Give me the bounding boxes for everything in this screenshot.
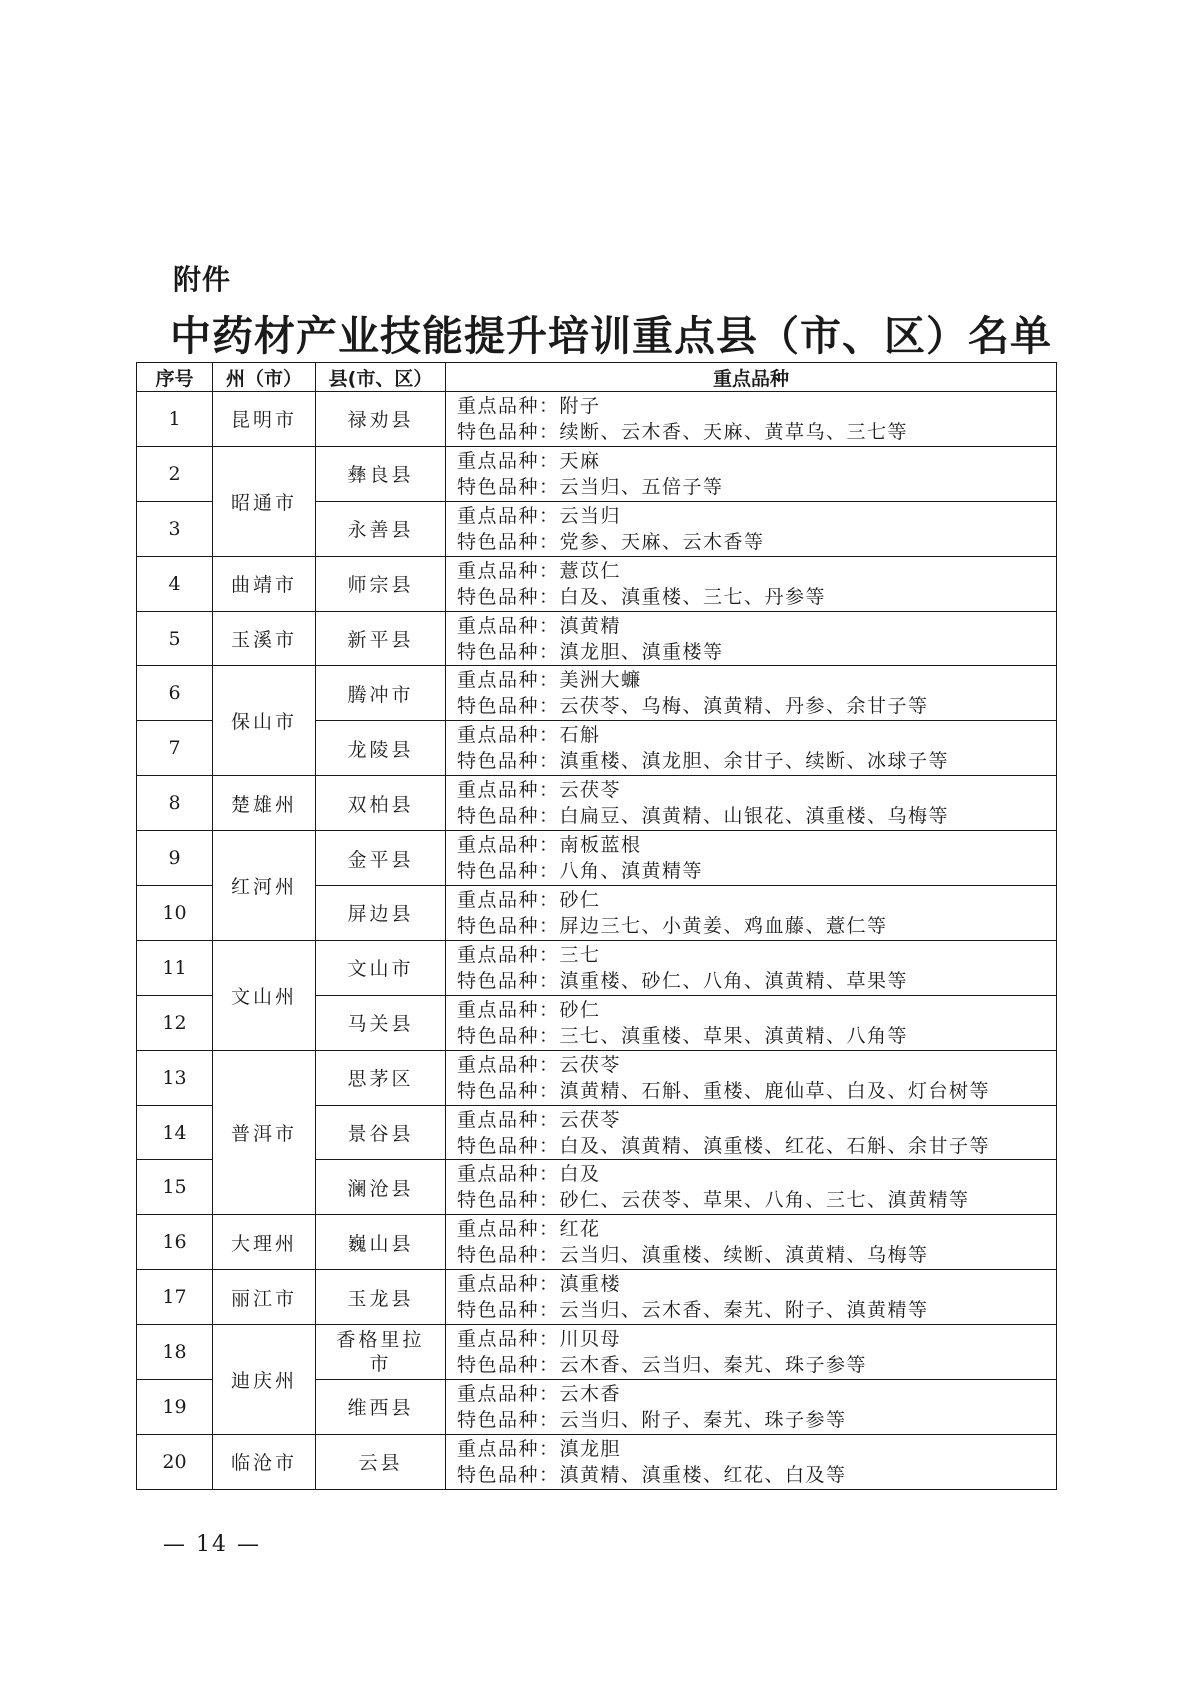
- key-variety: 重点品种：天麻: [457, 449, 601, 472]
- row-county: 金平县: [316, 831, 446, 886]
- row-seq: 4: [137, 556, 213, 611]
- row-county: 永善县: [316, 501, 446, 556]
- key-variety: 重点品种：薏苡仁: [457, 559, 622, 582]
- row-varieties: [446, 886, 1057, 941]
- featured-variety: 特色品种：滇龙胆、滇重楼等: [457, 640, 724, 663]
- key-variety: 重点品种：附子: [457, 394, 601, 417]
- row-county-label: 香格里拉市: [336, 1329, 425, 1376]
- row-seq: 3: [137, 501, 213, 556]
- key-variety: 重点品种：白及: [457, 1163, 601, 1186]
- featured-variety: 特色品种：云当归、五倍子等: [457, 475, 724, 498]
- row-varieties: [446, 392, 1057, 447]
- row-seq: 19: [137, 1380, 213, 1435]
- header-varieties: 重点品种: [446, 363, 1057, 392]
- row-seq: 13: [137, 1050, 213, 1105]
- row-varieties: [446, 1434, 1057, 1489]
- row-county: [316, 1325, 446, 1380]
- row-varieties: [446, 721, 1057, 776]
- attachment-label: 附件: [173, 263, 232, 296]
- key-variety: 重点品种：滇重楼: [457, 1273, 622, 1296]
- key-variety: 重点品种：云当归: [457, 504, 622, 527]
- row-prefecture: 文山州: [213, 940, 316, 1050]
- featured-variety: 特色品种：云当归、滇重楼、续断、滇黄精、乌梅等: [457, 1244, 929, 1267]
- row-seq: 6: [137, 666, 213, 721]
- row-county: 澜沧县: [316, 1160, 446, 1215]
- table-row: [137, 1215, 1057, 1270]
- featured-variety: 特色品种：砂仁、云茯苓、草果、八角、三七、滇黄精等: [457, 1189, 970, 1212]
- row-county: 玉龙县: [316, 1270, 446, 1325]
- row-county: 师宗县: [316, 556, 446, 611]
- table-row: [137, 776, 1057, 831]
- featured-variety: 特色品种：三七、滇重楼、草果、滇黄精、八角等: [457, 1024, 909, 1047]
- row-county: 彝良县: [316, 446, 446, 501]
- row-seq: 20: [137, 1434, 213, 1489]
- row-prefecture: 保山市: [213, 666, 316, 776]
- row-prefecture: 红河州: [213, 831, 316, 941]
- table-row: [137, 1050, 1057, 1105]
- row-county: 龙陵县: [316, 721, 446, 776]
- row-seq: 12: [137, 995, 213, 1050]
- table-row: [137, 1270, 1057, 1325]
- row-varieties: [446, 940, 1057, 995]
- key-variety: 重点品种：南板蓝根: [457, 834, 642, 857]
- key-variety: 重点品种：滇黄精: [457, 614, 622, 637]
- featured-variety: 特色品种：云当归、云木香、秦艽、附子、滇黄精等: [457, 1299, 929, 1322]
- row-county: 云县: [316, 1434, 446, 1489]
- featured-variety: 特色品种：滇黄精、石斛、重楼、鹿仙草、白及、灯台树等: [457, 1079, 991, 1102]
- county-roster-table: [136, 362, 1057, 1490]
- row-county: 禄劝县: [316, 392, 446, 447]
- row-varieties: [446, 1105, 1057, 1160]
- row-county: 思茅区: [316, 1050, 446, 1105]
- table-row: [137, 1434, 1057, 1489]
- row-seq: 5: [137, 611, 213, 666]
- row-prefecture: 丽江市: [213, 1270, 316, 1325]
- row-prefecture: 迪庆州: [213, 1325, 316, 1435]
- row-seq: 15: [137, 1160, 213, 1215]
- document-title: 中药材产业技能提升培训重点县（市、区）名单: [170, 312, 1052, 360]
- row-varieties: [446, 995, 1057, 1050]
- table-row: [137, 1325, 1057, 1380]
- key-variety: 重点品种：云木香: [457, 1382, 622, 1405]
- row-varieties: [446, 556, 1057, 611]
- featured-variety: 特色品种：滇重楼、滇龙胆、余甘子、续断、冰球子等: [457, 750, 950, 773]
- featured-variety: 特色品种：白扁豆、滇黄精、山银花、滇重楼、乌梅等: [457, 805, 950, 828]
- header-seq: 序号: [137, 363, 213, 392]
- row-varieties: [446, 1050, 1057, 1105]
- key-variety: 重点品种：砂仁: [457, 888, 601, 911]
- row-varieties: [446, 501, 1057, 556]
- key-variety: 重点品种：云茯苓: [457, 1108, 622, 1131]
- featured-variety: 特色品种：云茯苓、乌梅、滇黄精、丹参、余甘子等: [457, 695, 929, 718]
- row-varieties: [446, 1270, 1057, 1325]
- key-variety: 重点品种：云茯苓: [457, 779, 622, 802]
- row-prefecture: 玉溪市: [213, 611, 316, 666]
- header-prefecture: 州（市）: [213, 363, 316, 392]
- featured-variety: 特色品种：党参、天麻、云木香等: [457, 530, 765, 553]
- row-seq: 11: [137, 940, 213, 995]
- row-county: 巍山县: [316, 1215, 446, 1270]
- table-row: [137, 556, 1057, 611]
- row-seq: 16: [137, 1215, 213, 1270]
- featured-variety: 特色品种：云木香、云当归、秦艽、珠子参等: [457, 1354, 868, 1377]
- row-prefecture: 临沧市: [213, 1434, 316, 1489]
- row-prefecture: 大理州: [213, 1215, 316, 1270]
- featured-variety: 特色品种：云当归、附子、秦艽、珠子参等: [457, 1408, 847, 1431]
- row-varieties: [446, 776, 1057, 831]
- row-varieties: [446, 1380, 1057, 1435]
- key-variety: 重点品种：红花: [457, 1218, 601, 1241]
- row-varieties: [446, 666, 1057, 721]
- row-varieties: [446, 611, 1057, 666]
- row-varieties: [446, 446, 1057, 501]
- row-county: 马关县: [316, 995, 446, 1050]
- table-row: [137, 611, 1057, 666]
- row-seq: 18: [137, 1325, 213, 1380]
- key-variety: 重点品种：美洲大蠊: [457, 669, 642, 692]
- row-county: 屏边县: [316, 886, 446, 941]
- row-varieties: [446, 1160, 1057, 1215]
- featured-variety: 特色品种：白及、滇重楼、三七、丹参等: [457, 585, 827, 608]
- row-prefecture: 楚雄州: [213, 776, 316, 831]
- row-varieties: [446, 1325, 1057, 1380]
- row-seq: 14: [137, 1105, 213, 1160]
- table-row: [137, 446, 1057, 501]
- row-seq: 9: [137, 831, 213, 886]
- key-variety: 重点品种：石斛: [457, 724, 601, 747]
- table-row: [137, 831, 1057, 886]
- row-prefecture: 昭通市: [213, 446, 316, 556]
- featured-variety: 特色品种：白及、滇黄精、滇重楼、红花、石斛、余甘子等: [457, 1134, 991, 1157]
- featured-variety: 特色品种：屏边三七、小黄姜、鸡血藤、薏仁等: [457, 914, 888, 937]
- row-seq: 8: [137, 776, 213, 831]
- row-seq: 17: [137, 1270, 213, 1325]
- table-header-row: [137, 363, 1057, 392]
- row-seq: 2: [137, 446, 213, 501]
- row-county: 维西县: [316, 1380, 446, 1435]
- header-county: 县(市、区）: [316, 363, 446, 392]
- table-row: [137, 392, 1057, 447]
- row-county: 双柏县: [316, 776, 446, 831]
- row-varieties: [446, 831, 1057, 886]
- featured-variety: 特色品种：八角、滇黄精等: [457, 860, 704, 883]
- row-seq: 1: [137, 392, 213, 447]
- row-seq: 10: [137, 886, 213, 941]
- row-county: 新平县: [316, 611, 446, 666]
- key-variety: 重点品种：砂仁: [457, 998, 601, 1021]
- page-number: — 14 —: [163, 1532, 261, 1557]
- featured-variety: 特色品种：滇重楼、砂仁、八角、滇黄精、草果等: [457, 969, 909, 992]
- row-county: 景谷县: [316, 1105, 446, 1160]
- row-county: 腾冲市: [316, 666, 446, 721]
- key-variety: 重点品种：滇龙胆: [457, 1437, 622, 1460]
- key-variety: 重点品种：云茯苓: [457, 1053, 622, 1076]
- key-variety: 重点品种：三七: [457, 943, 601, 966]
- row-prefecture: 昆明市: [213, 392, 316, 447]
- row-prefecture: 普洱市: [213, 1050, 316, 1215]
- row-county: 文山市: [316, 940, 446, 995]
- row-prefecture: 曲靖市: [213, 556, 316, 611]
- featured-variety: 特色品种：续断、云木香、天麻、黄草乌、三七等: [457, 420, 909, 443]
- row-seq: 7: [137, 721, 213, 776]
- table-row: [137, 666, 1057, 721]
- row-varieties: [446, 1215, 1057, 1270]
- featured-variety: 特色品种：滇黄精、滇重楼、红花、白及等: [457, 1463, 847, 1486]
- key-variety: 重点品种：川贝母: [457, 1328, 622, 1351]
- table-row: [137, 940, 1057, 995]
